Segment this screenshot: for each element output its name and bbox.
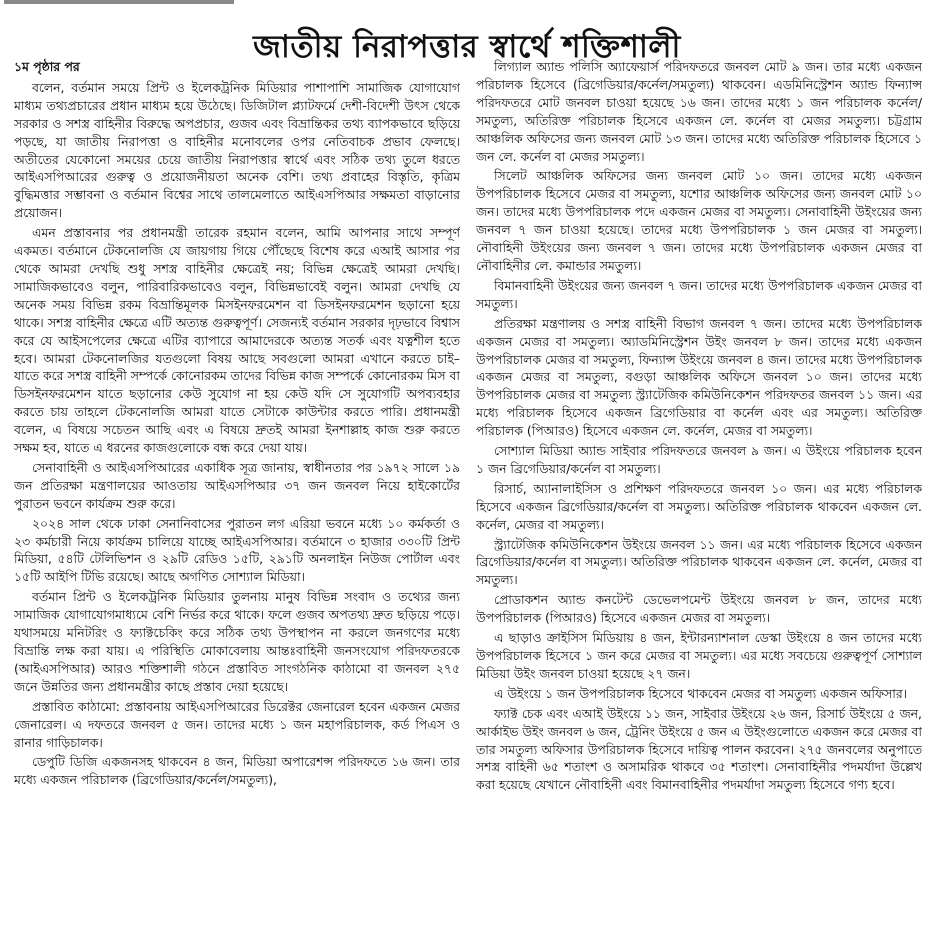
left-paragraph-3: সেনাবাহিনী ও আইএসপিআরের একাধিক সূত্র জানায়, স্বাধীনতার পর ১৯৭২ সালে ১৯ জন প্রতিরক্ষা মন্ত্রণালয়ের আওতায় আইএসপিআর ৩৭ জন জনবল নিয়ে হাইকোর্টের পুরাতন ভবনে কার্যক্রম শুরু করে। <box>14 459 460 511</box>
masthead-strip <box>0 0 934 8</box>
headline: জাতীয় নিরাপত্তার স্বার্থে শক্তিশালী <box>253 28 681 65</box>
right-paragraph-5: সোশ্যাল মিডিয়া অ্যান্ড সাইবার পরিদফতরে জনবল ৯ জন। এ উইংয়ে পরিচালক হবেন ১ জন ব্রিগেডিয়ার/কর্নেল বা সমতুল্য। <box>476 443 922 476</box>
left-paragraph-4: ২০২৪ সাল থেকে ঢাকা সেনানিবাসের পুরাতন লগ এরিয়া ভবনে মধ্যে ১০ কর্মকর্তা ও ২৩ কর্মচারী নিয়ে কার্যক্রম চালিয়ে যাচ্ছে আইএসপিআর। বর্তমানে ৩ হাজার ৩৩০টি প্রিন্ট মিডিয়া, ৫৪টি টেলিভিশন ও ২৯টি রেডিও ১৫টি, ২৯১টি অনলাইন নিউজ পোর্টাল এবং ১৫টি আইপি টিভি রয়েছে। আছে অগণিত সোশ্যাল মিডিয়া। <box>14 515 460 585</box>
kicker: ১ম পৃষ্ঠার পর <box>14 59 80 74</box>
left-paragraph-6: প্রস্তাবিত কাঠামো: প্রস্তাবনায় আইএসপিআরের ডিরেক্টর জেনারেল হবেন একজন মেজর জেনারেল। এ দফতরে জনবল ৫ জন। তাদের মধ্যে ১ জন মহাপরিচালক, কর্ড পিএস ও রানার গাড়িচালক। <box>14 698 460 750</box>
right-paragraph-9: এ ছাড়াও ক্রাইসিস মিডিয়ায় ৪ জন, ইন্টারন্যাশনাল ডেস্কা উইংয়ে ৪ জন তাদের মধ্যে উপপরিচালক হিসেবে ১ জন করে মেজর বা সমতুল্য। এর মধ্যে সবচেয়ে গুরুত্বপূর্ণ সোশ্যাল মিডিয়া উইং জনবল চাওয়া হয়েছে ২৭ জন। <box>476 630 922 681</box>
left-paragraph-2: এমন প্রস্তাবনার পর প্রধানমন্ত্রী তারেক রহমান বলেন, আমি আপনার সাথে সম্পূর্ণ একমত। বর্তমানে টেকনোলজি যে জায়গায় গিয়ে পৌঁছেছে বিশেষ করে এআই আসার পর থেকে আমরা দেখছি শুধু সশস্ত্র বাহিনীর ক্ষেত্রেই নয়; বিভিন্ন ক্ষেত্রেই আমরা দেখছি। সামাজিকভাবেও বলুন, পারিবারিকভাবেও বলুন, বিভিন্নভাবেই বলুন। আমরা দেখছি যে অনেক সময় বিভিন্ন রকম বিভ্রান্তিমূলক মিসইনফরমেশন বা ডিসইনফরমেশন ছড়ানো হয়ে থাকে। সশস্ত্র বাহিনীর ক্ষেত্রে এটি অত্যন্ত গুরুত্বপূর্ণ। সেজন্যই বর্তমান সরকার দৃঢ়ভাবে বিশ্বাস করে যে আইসপেলের ক্ষেত্রে এটির ব্যাপারে আমাদেরকে অত্যন্ত সতর্ক এবং যত্নশীল হতে হবে। আমরা টেকনোলজির যতগুলো বিষয় আছে সবগুলো আমরা এখানে করতে চাই– যাতে করে সশস্ত্র বাহিনী সম্পর্কে কোনোরকম তাদের বিভিন্ন কাজ সম্পর্কে কোনোরকম মিস বা ডিসইনফরমেশন যাতে ছড়ানোর কেউ সুযোগ না হয় কেউ যদি সে সুযোগটি অপব্যবহার করতে চায় তাহলে টেকনোলজি আমরা যাতে সেটাকে কাউন্টার করতে পারি। প্রধানমন্ত্রী বলেন, এ বিষয়ে সচেতন আছি এবং এ বিষয়ে দ্রুতই আমরা ইনশাল্লাহ কাজ শুরু করতে সক্ষম হব, যাতে এ ধরনের কাজগুলোকে বন্ধ করে দেয়া যায়। <box>14 225 460 456</box>
right-paragraph-3: বিমানবাহিনী উইংয়ের জন্য জনবল ৭ জন। তাদের মধ্যে উপপরিচালক একজন মেজর বা সমতুল্য। <box>476 277 922 311</box>
right-paragraph-2: সিলেট আঞ্চলিক অফিসের জন্য জনবল মোট ১০ জন। তাদের মধ্যে একজন উপপরিচালক হিসেবে মেজর বা সমতুল্য, যশোর আঞ্চলিক অফিসের জন্য জনবল মোট ১০ জন। তাদের মধ্যে উপপরিচালক পদে একজন মেজর বা সমতুল্য। সেনাবাহিনী উইংয়ের জন্য জনবল ৭ জন চাওয়া হয়েছে। তাদের মধ্যে উপপরিচালক ১ জন মেজর বা সমতুল্য। নৌবাহিনী উইংয়ের জন্য জনবল ৭ জন। তাদের মধ্যে উপপরিচালক একজন মেজর বা নৌবাহিনীর লে. কমান্ডার সমতুল্য। <box>476 168 922 273</box>
right-paragraph-1: লিগ্যাল অ্যান্ড পলিসি অ্যাফেয়ার্স পরিদফতরে জনবল মোট ৯ জন। তার মধ্যে একজন পরিচালক হিসেবে (ব্রিগেডিয়ার/কর্নেল/সমতুল্য) থাকবেন। এডমিনিস্ট্রেশন অ্যান্ড ফিন্যান্স পরিদফতরে মোট জনবল চাওয়া হয়েছে ১৬ জন। তাদের মধ্যে ১ জন পরিচালক কর্নেল/সমতুল্য, অতিরিক্ত পরিচালক হিসেবে একজন লে. কর্নেল বা মেজর সমতুল্য। চট্টগ্রাম আঞ্চলিক অফিসের জন্য জনবল মোট ১৩ জন। তাদের মধ্যে অতিরিক্ত পরিচালক হিসেবে ১ জন লে. কর্নেল বা মেজর সমতুল্য। <box>476 59 922 164</box>
right-paragraph-4: প্রতিরক্ষা মন্ত্রণালয় ও সশস্ত্র বাহিনী বিভাগ জনবল ৭ জন। তাদের মধ্যে উপপরিচালক একজন মেজর বা সমতুল্য। অ্যাডমিনিস্ট্রেশন উইং জনবল ৮ জন। তাদের মধ্যে একজন উপপরিচালক মেজর বা সমতুল্য, ফিন্যান্স উইংয়ে জনবল ৪ জন। তাদের মধ্যে উপপরিচালক একজন মেজর বা সমতুল্য, বগুড়া আঞ্চলিক অফিসে জনবল ১০ জন। তাদের মধ্যে উপপরিচালক মেজর বা সমতুল্য স্ট্র্যাটেজিক কমিউনিকেশন পরিদফতর জনবল ১১ জন। এর মধ্যে পরিচালক হিসেবে একজন ব্রিগেডিয়ার বা কর্নেল এবং এর সমতুল্য। অতিরিক্ত পরিচালক (পিআরও) হিসেবে একজন লে. কর্নেল, মেজর বা সমতুল্য। <box>476 315 922 439</box>
left-paragraph-5: বর্তমান প্রিন্ট ও ইলেকট্রনিক মিডিয়ার তুলনায় মানুষ বিভিন্ন সংবাদ ও তথ্যের জন্য সামাজিক যোগাযোগমাধ্যমে বেশি নির্ভর করে থাকে। ফলে গুজব অপতথ্য দ্রুত ছড়িয়ে পড়ে। যথাসময়ে মনিটরিং ও ফ্যাক্টচেকিং করে সঠিক তথ্য উপস্থাপন না করলে জনগণের মধ্যে বিভ্রান্তি লক্ষ করা যায়। এ পরিস্থিতি মোকাবেলায় আন্তঃবাহিনী জনসংযোগ পরিদফতরকে (আইএসপিআর) আরও শক্তিশালী গঠনে প্রস্তাবিত সাংগঠনিক কাঠামো বা জনবল ২৭৫ জনে উন্নতির জন্য প্রধানমন্ত্রীর কাছে প্রস্তাব দেয়া হয়েছে। <box>14 589 460 694</box>
left-column <box>14 58 460 942</box>
right-paragraph-6: রিসার্চ, অ্যানালাইসিস ও প্রশিক্ষণ পরিদফতরে জনবল ১০ জন। এর মধ্যে পরিচালক হিসেবে একজন ব্রিগেডিয়ার/কর্নেল বা সমতুল্য। অতিরিক্ত পরিচালক থাকবেন একজন লে. কর্নেল, মেজর বা সমতুল্য। <box>476 480 922 532</box>
right-paragraph-7: স্ট্র্যাটেজিক কমিউনিকেশন উইংয়ে জনবল ১১ জন। এর মধ্যে পরিচালক হিসেবে একজন ব্রিগেডিয়ার/কর্নেল বা সমতুল্য। অতিরিক্ত পরিচালক থাকবেন একজন লে. কর্নেল, মেজর বা সমতুল্য। <box>476 536 922 588</box>
right-paragraph-10: এ উইংয়ে ১ জন উপপরিচালক হিসেবে থাকবেন মেজর বা সমতুল্য একজন অফিসার। <box>494 685 908 701</box>
right-paragraph-11: ফ্যাক্ট চেক এবং এআই উইংয়ে ১১ জন, সাইবার উইংয়ে ২৬ জন, রিসার্চ উইংয়ে ৫ জন, আর্কাইভ উইং জনবল ৬ জন, ট্রেনিং উইংয়ে ৫ জন এ উইংগুলোতে একজন করে মেজর বা তার সমতুল্য অফিসার উপরিচালক হিসেবে দায়িত্ব পালন করবেন। ২৭৫ জনবলের অনুপাতে সশস্ত্র বাহিনী ৬৫ শতাংশ ও অসামরিক থাকবে ৩৫ শতাংশ। সেনাবাহিনীর পদমর্যাদা উল্লেখ করা হয়েছে যেখানে নৌবাহিনী এবং বিমানবাহিনীর পদমর্যাদা সমতুল্য হিসেবে গণ্য হবে। <box>476 705 922 793</box>
left-paragraph-7: ডেপুটি ডিজি একজনসহ থাকবেন ৪ জন, মিডিয়া অপারেশন্স পরিদফতে ১৬ জন। তার মধ্যে একজন পরিচালক (ব্রিগেডিয়ার/কর্নেল/সমতুল্য), <box>14 754 460 788</box>
page-folio-line <box>4 0 234 4</box>
right-column <box>476 58 922 942</box>
left-paragraph-1: বলেন, বর্তমান সময়ে প্রিন্ট ও ইলেকট্রনিক মিডিয়ার পাশাপাশি সামাজিক যোগাযোগ মাধ্যম তথ্যপ্রচারের প্রধান মাধ্যম হয়ে উঠেছে। ডিজিটাল প্ল্যাটফর্মে দেশী-বিদেশী উৎস থেকে সরকার ও সশস্ত্র বাহিনীর বিরুদ্ধে অপপ্রচার, গুজব এবং বিভ্রান্তিকর তথ্য ব্যাপকভাবে ছড়িয়ে পড়ছে, যা জাতীয় নিরাপত্তা ও বাহিনীর মনোবলের ওপর নেতিবাচক প্রভাব ফেলছে। অতীতের যেকোনো সময়ের চেয়ে জাতীয় নিরাপত্তার স্বার্থে এবং সঠিক তথ্য তুলে ধরতে আইএসপিআরের গুরুত্ব ও প্রয়োজনীয়তা অনেক বেশি। তথ্য প্রবাহের বিস্তৃতি, কৃত্রিম বুদ্ধিমত্তার সম্ভাবনা ও বর্তমান বিশ্বের সাথে তালমেলাতে আইএসপিআর সক্ষমতা বাড়ানোর প্রয়োজন। <box>14 79 460 221</box>
right-paragraph-8: প্রোডাকশন অ্যান্ড কনটেন্ট ডেভেলপমেন্ট উইংয়ে জনবল ৮ জন, তাদের মধ্যে উপপরিচালক (পিআরও) হিসেবে একজন মেজর বা সমতুল্য। <box>476 592 922 626</box>
